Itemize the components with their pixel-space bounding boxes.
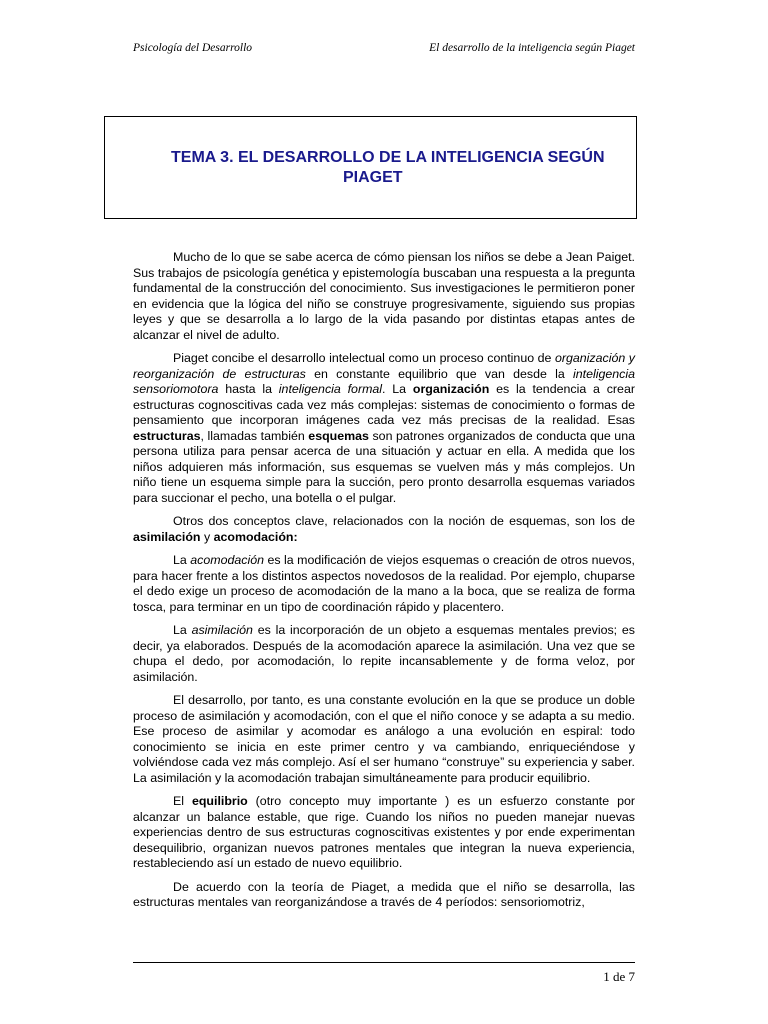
term-organizacion: organización — [412, 382, 490, 396]
paragraph-1-text: Mucho de lo que se sabe acerca de cómo piensan los niños se debe a Jean Paiget. Sus trabajos de psicología genética y epistemología buscaban una respuesta a la pregunta fundamental de la construcción del conocimiento. Sus investigaciones le permitieron poner en evidencia que la lógica del niño se construye progresivamente, siguiendo sus propias leyes y que se desarrolla a lo largo de la vida pasando por distintas etapas antes de alcanzar el nivel de adulto. — [133, 250, 635, 342]
text-run: hasta la — [218, 382, 279, 396]
paragraph-2 — [133, 351, 635, 506]
text-run: es la modificación de viejos esquemas o creación de otros nuevos, para hacer frente a los distintos aspectos novedosos de la realidad. Por ejemplo, chuparse el dedo exige un proceso de acomodación de la mano a la boca, que se realiza de forma tosca, para terminar en un tipo de coordinación rápido y placentero. — [133, 553, 636, 614]
footer-divider — [133, 962, 635, 963]
paragraph-5 — [133, 623, 635, 685]
text-run: es la tendencia a crear estructuras cognoscitivas cada vez más complejas: sistemas de conocimiento o formas de pensamiento que incorporan imágenes cada vez más precisas de la realidad. Esas — [133, 382, 635, 427]
page-number: 1 de 7 — [603, 969, 635, 984]
document-body — [133, 250, 635, 919]
emphasis-inteligencia-sensoriomotora: inteligencia sensoriomotora — [133, 366, 636, 396]
emphasis-inteligencia-formal: inteligencia formal — [278, 382, 383, 396]
document-title-line-1: TEMA 3. EL DESARROLLO DE LA INTELIGENCIA SEGÚN — [171, 149, 605, 166]
text-run: (otro concepto muy importante ) es un esfuerzo constante por alcanzar un balance estable, que rige. Cuando los niños no pueden manejar nuevas experiencias dentro de sus estructuras cognoscitivas existentes y por ende experimentan desequilibrio, organizan nuevos patrones mentales que integran la nueva experiencia, restableciendo así un estado de nuevo equilibrio. — [133, 794, 635, 870]
emphasis-acomodacion: acomodación — [190, 553, 264, 567]
title-box — [104, 116, 637, 219]
paragraph-6 — [133, 693, 635, 786]
emphasis-organizacion-reorganizacion: organización y reorganización de estructuras — [133, 351, 635, 381]
paragraph-8 — [133, 880, 635, 911]
header-course-title: Psicología del Desarrollo — [133, 42, 253, 54]
emphasis-asimilacion: asimilación — [191, 623, 253, 637]
text-run: . La — [382, 382, 413, 396]
page-header — [133, 42, 635, 60]
text-run: La — [173, 553, 191, 567]
text-run: , llamadas también — [200, 428, 309, 443]
paragraph-4 — [133, 553, 635, 615]
text-run: La — [173, 623, 192, 637]
term-estructuras: estructuras — [133, 428, 201, 443]
term-asimilacion: asimilación — [133, 529, 201, 544]
text-run: Piaget concibe el desarrollo intelectual como un proceso continuo de — [173, 351, 555, 365]
text-run: y — [200, 529, 214, 544]
text-run: es la incorporación de un objeto a esquemas mentales previos; es decir, ya elaborados. Después de la acomodación aparece la asimilación. Una vez que se chupa el dedo, por acomodación, lo repite incansablemente y de forma veloz, por asimilación. — [133, 623, 635, 684]
text-run: son patrones organizados de conducta que una persona utiliza para pensar acerca de una situación y actuar en ella. A medida que los niños adquieren más información, sus esquemas se vuelven más y más complejos. Un niño tiene un esquema simple para la succión, pero pronto desarrolla esquemas variados para succionar el pecho, una botella o el pulgar. — [133, 428, 635, 505]
text-run: El — [173, 794, 192, 808]
paragraph-6-text: El desarrollo, por tanto, es una constante evolución en la que se produce un doble proceso de asimilación y acomodación, con el que el niño conoce y se adapta a su medio. Ese proceso de asimilar y acomodar es análogo a una evolución en espiral: todo conocimiento se inicia en este primer centro y va cambiando, enriqueciéndose y volviéndose cada vez más complejo. Así el ser humano “construye” su experiencia y saber. La asimilación y la acomodación trabajan simultáneamente para producir equilibrio. — [133, 693, 635, 785]
term-esquemas: esquemas — [308, 428, 369, 443]
paragraph-1 — [133, 250, 635, 343]
term-acomodacion: acomodación: — [213, 529, 298, 544]
paragraph-8-text: De acuerdo con la teoría de Piaget, a medida que el niño se desarrolla, las estructuras mentales van reorganizándose a través de 4 períodos: sensoriomotriz, — [133, 879, 635, 909]
term-equilibrio: equilibrio — [191, 794, 248, 808]
text-run: en constante equilibrio que van desde la — [305, 366, 574, 381]
text-run: Otros dos conceptos clave, relacionados con la noción de esquemas, son los de — [173, 514, 635, 528]
document-title-line-2: PIAGET — [343, 169, 403, 186]
paragraph-7 — [133, 794, 635, 872]
paragraph-3 — [133, 514, 635, 545]
header-chapter-title: El desarrollo de la inteligencia según Piaget — [429, 42, 635, 54]
